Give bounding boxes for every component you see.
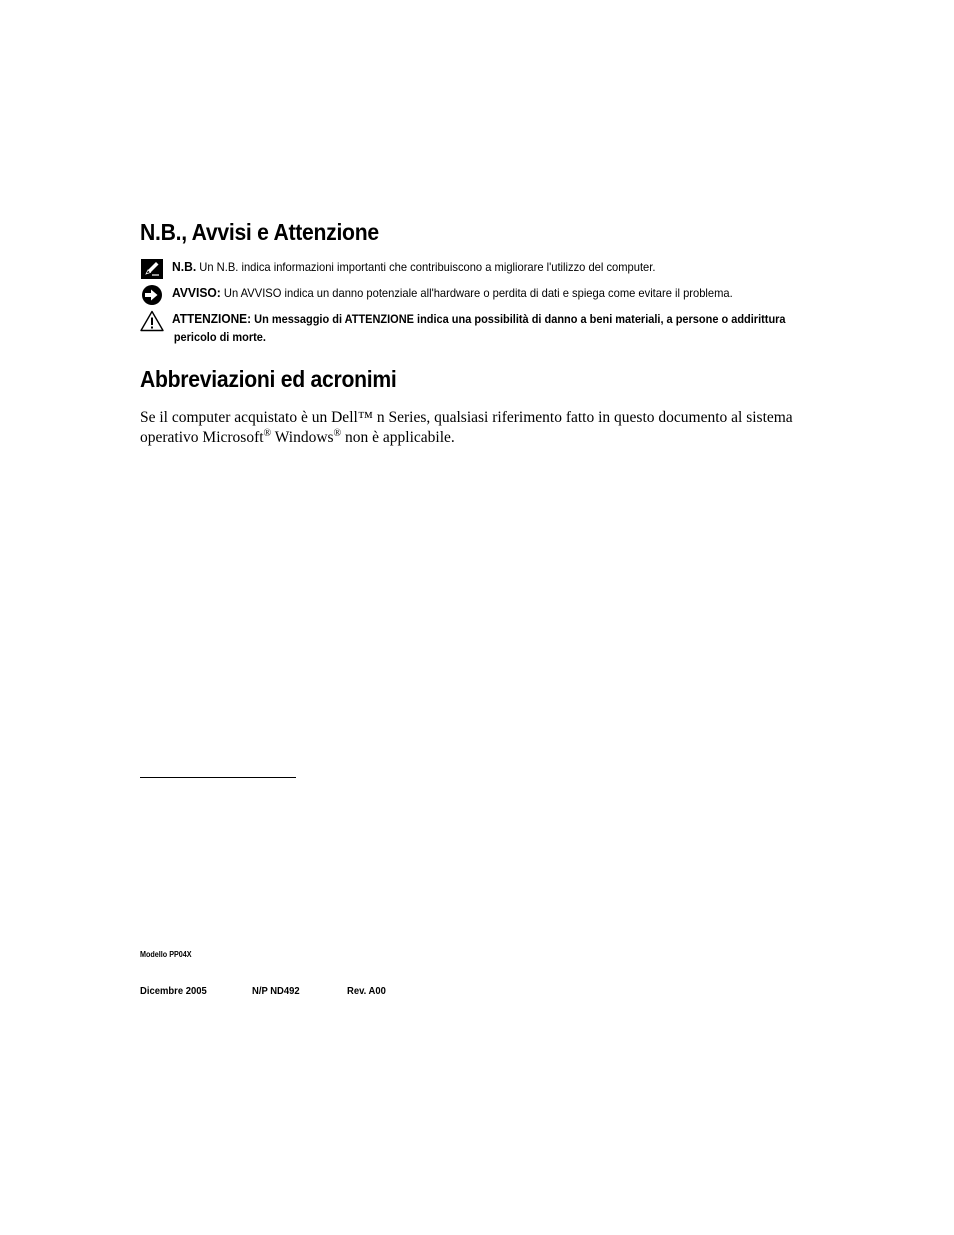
revision: Rev. A00	[347, 985, 386, 997]
paragraph-line-2	[140, 428, 820, 448]
caution-row	[140, 310, 855, 350]
arrow-circle-icon	[140, 284, 164, 306]
text-microsoft: operativo Microsoft	[140, 429, 264, 446]
caution-text-line1: Un messaggio di ATTENZIONE indica una possibilità di danno a beni materiali, a persone o addirittura	[254, 312, 786, 326]
text-windows: Windows	[271, 429, 334, 446]
abbreviations-paragraph	[140, 408, 820, 448]
section-title-abbreviations: Abbreviazioni ed acronimi	[140, 366, 397, 392]
note-label: N.B.	[172, 259, 197, 274]
registered-mark: ®	[263, 427, 272, 439]
note-text: Un N.B. indica informazioni importanti che contribuiscono a migliorare l'utilizzo del computer.	[199, 260, 656, 274]
notice-text-block	[172, 284, 807, 302]
caution-text-line2: pericolo di morte.	[173, 330, 266, 344]
footnote-divider	[140, 777, 296, 778]
paragraph-line-1: Se il computer acquistato è un Dell™ n Series, qualsiasi riferimento fatto in questo documento al sistema	[140, 409, 793, 426]
part-number: N/P ND492	[252, 985, 300, 997]
warning-triangle-icon	[140, 310, 164, 332]
model-number: Modello PP04X	[140, 950, 192, 959]
text-not-applicable: non è applicabile.	[341, 429, 455, 446]
pencil-note-icon	[140, 258, 164, 280]
release-date: Dicembre 2005	[140, 985, 207, 997]
registered-mark: ®	[333, 427, 342, 439]
note-text-block	[172, 258, 807, 276]
section-title-notices: N.B., Avvisi e Attenzione	[140, 219, 379, 245]
notice-text: Un AVVISO indica un danno potenziale all'hardware o perdita di dati e spiega come evitare il problema.	[223, 286, 733, 300]
caution-text-block	[172, 310, 840, 346]
caution-label: ATTENZIONE:	[172, 311, 252, 326]
notice-label: AVVISO:	[172, 285, 221, 300]
